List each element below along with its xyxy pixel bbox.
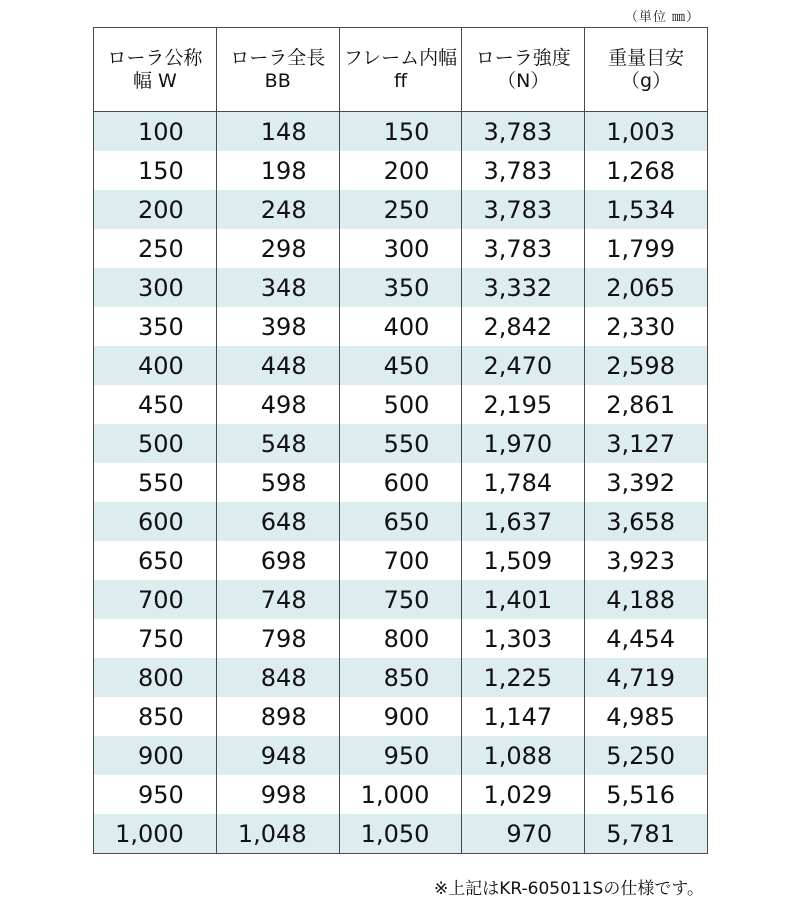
cell-roller-strength: 2,195 <box>462 385 585 424</box>
cell-frame-inner-width: 950 <box>339 736 462 775</box>
table-row <box>94 580 708 619</box>
header-label: 重量目安 <box>608 46 685 69</box>
cell-weight: 5,250 <box>585 736 708 775</box>
cell-weight: 2,330 <box>585 307 708 346</box>
table-row <box>94 346 708 385</box>
table-row <box>94 736 708 775</box>
cell-weight: 1,003 <box>585 112 708 152</box>
cell-roller-strength: 3,783 <box>462 112 585 152</box>
cell-nominal-width: 200 <box>94 190 217 229</box>
cell-nominal-width: 650 <box>94 541 217 580</box>
cell-roller-strength: 3,332 <box>462 268 585 307</box>
cell-roller-strength: 3,783 <box>462 151 585 190</box>
cell-roller-length: 298 <box>216 229 339 268</box>
cell-weight: 5,781 <box>585 814 708 854</box>
cell-roller-strength: 1,970 <box>462 424 585 463</box>
header-sublabel: ff <box>393 69 408 92</box>
cell-nominal-width: 700 <box>94 580 217 619</box>
cell-roller-length: 1,048 <box>216 814 339 854</box>
table-row <box>94 541 708 580</box>
cell-frame-inner-width: 400 <box>339 307 462 346</box>
cell-nominal-width: 250 <box>94 229 217 268</box>
header-label: ローラ公称 <box>107 46 203 69</box>
cell-roller-strength: 1,225 <box>462 658 585 697</box>
header-frame-inner-width <box>339 28 462 112</box>
cell-weight: 3,658 <box>585 502 708 541</box>
header-roller-strength <box>462 28 585 112</box>
cell-weight: 2,598 <box>585 346 708 385</box>
table-body <box>94 112 708 854</box>
cell-frame-inner-width: 750 <box>339 580 462 619</box>
cell-nominal-width: 750 <box>94 619 217 658</box>
cell-roller-strength: 1,509 <box>462 541 585 580</box>
cell-weight: 3,923 <box>585 541 708 580</box>
unit-note: （単位 ㎜） <box>624 10 700 25</box>
header-sublabel: 幅 W <box>132 69 177 92</box>
cell-frame-inner-width: 800 <box>339 619 462 658</box>
cell-nominal-width: 850 <box>94 697 217 736</box>
cell-roller-strength: 1,147 <box>462 697 585 736</box>
table-row <box>94 424 708 463</box>
cell-frame-inner-width: 1,000 <box>339 775 462 814</box>
cell-frame-inner-width: 150 <box>339 112 462 152</box>
cell-roller-length: 798 <box>216 619 339 658</box>
cell-weight: 1,268 <box>585 151 708 190</box>
cell-frame-inner-width: 550 <box>339 424 462 463</box>
cell-roller-length: 248 <box>216 190 339 229</box>
header-label: ローラ全長 <box>230 46 326 69</box>
header-sublabel: （g） <box>621 69 672 92</box>
cell-weight: 4,719 <box>585 658 708 697</box>
cell-nominal-width: 600 <box>94 502 217 541</box>
cell-roller-strength: 1,784 <box>462 463 585 502</box>
table-row <box>94 463 708 502</box>
cell-frame-inner-width: 200 <box>339 151 462 190</box>
cell-roller-strength: 2,842 <box>462 307 585 346</box>
cell-weight: 2,065 <box>585 268 708 307</box>
cell-nominal-width: 100 <box>94 112 217 152</box>
cell-roller-length: 548 <box>216 424 339 463</box>
cell-roller-length: 398 <box>216 307 339 346</box>
cell-weight: 2,861 <box>585 385 708 424</box>
table-row <box>94 268 708 307</box>
cell-roller-length: 698 <box>216 541 339 580</box>
cell-roller-length: 648 <box>216 502 339 541</box>
cell-weight: 4,188 <box>585 580 708 619</box>
cell-nominal-width: 950 <box>94 775 217 814</box>
table-row <box>94 502 708 541</box>
cell-frame-inner-width: 250 <box>339 190 462 229</box>
table-row <box>94 190 708 229</box>
header-sublabel: （N） <box>497 69 550 92</box>
header-sublabel: BB <box>264 69 291 92</box>
cell-frame-inner-width: 600 <box>339 463 462 502</box>
cell-frame-inner-width: 500 <box>339 385 462 424</box>
cell-roller-strength: 1,088 <box>462 736 585 775</box>
cell-roller-length: 348 <box>216 268 339 307</box>
cell-roller-length: 148 <box>216 112 339 152</box>
cell-roller-strength: 1,029 <box>462 775 585 814</box>
table-row <box>94 814 708 854</box>
table-row <box>94 619 708 658</box>
footnote: ※上記はKR-605011Sの仕様です。 <box>434 879 704 899</box>
table-row <box>94 151 708 190</box>
cell-frame-inner-width: 850 <box>339 658 462 697</box>
table-row <box>94 775 708 814</box>
header-weight <box>585 28 708 112</box>
cell-roller-length: 598 <box>216 463 339 502</box>
cell-nominal-width: 500 <box>94 424 217 463</box>
cell-weight: 4,985 <box>585 697 708 736</box>
cell-roller-length: 448 <box>216 346 339 385</box>
cell-weight: 5,516 <box>585 775 708 814</box>
cell-frame-inner-width: 900 <box>339 697 462 736</box>
cell-nominal-width: 400 <box>94 346 217 385</box>
table-row <box>94 658 708 697</box>
cell-weight: 3,392 <box>585 463 708 502</box>
cell-roller-length: 948 <box>216 736 339 775</box>
cell-roller-strength: 3,783 <box>462 229 585 268</box>
cell-frame-inner-width: 1,050 <box>339 814 462 854</box>
cell-weight: 1,534 <box>585 190 708 229</box>
cell-roller-strength: 3,783 <box>462 190 585 229</box>
cell-nominal-width: 550 <box>94 463 217 502</box>
cell-roller-length: 998 <box>216 775 339 814</box>
roller-spec-table <box>93 27 708 854</box>
cell-weight: 4,454 <box>585 619 708 658</box>
table-row <box>94 385 708 424</box>
cell-nominal-width: 900 <box>94 736 217 775</box>
cell-nominal-width: 350 <box>94 307 217 346</box>
header-roller-length <box>216 28 339 112</box>
cell-frame-inner-width: 350 <box>339 268 462 307</box>
cell-frame-inner-width: 700 <box>339 541 462 580</box>
cell-weight: 3,127 <box>585 424 708 463</box>
cell-roller-length: 748 <box>216 580 339 619</box>
table-row <box>94 307 708 346</box>
table-row <box>94 697 708 736</box>
cell-nominal-width: 300 <box>94 268 217 307</box>
cell-roller-length: 848 <box>216 658 339 697</box>
cell-roller-length: 198 <box>216 151 339 190</box>
table-row <box>94 112 708 152</box>
header-label: ローラ強度 <box>475 46 571 69</box>
cell-frame-inner-width: 450 <box>339 346 462 385</box>
cell-roller-length: 498 <box>216 385 339 424</box>
cell-roller-strength: 970 <box>462 814 585 854</box>
cell-roller-strength: 1,637 <box>462 502 585 541</box>
cell-weight: 1,799 <box>585 229 708 268</box>
cell-roller-strength: 1,303 <box>462 619 585 658</box>
cell-nominal-width: 1,000 <box>94 814 217 854</box>
header-nominal-width <box>94 28 217 112</box>
cell-nominal-width: 450 <box>94 385 217 424</box>
header-row <box>94 28 708 112</box>
cell-frame-inner-width: 650 <box>339 502 462 541</box>
header-label: フレーム内幅 <box>343 46 458 69</box>
table-row <box>94 229 708 268</box>
cell-frame-inner-width: 300 <box>339 229 462 268</box>
cell-nominal-width: 800 <box>94 658 217 697</box>
cell-roller-length: 898 <box>216 697 339 736</box>
cell-roller-strength: 2,470 <box>462 346 585 385</box>
cell-nominal-width: 150 <box>94 151 217 190</box>
cell-roller-strength: 1,401 <box>462 580 585 619</box>
